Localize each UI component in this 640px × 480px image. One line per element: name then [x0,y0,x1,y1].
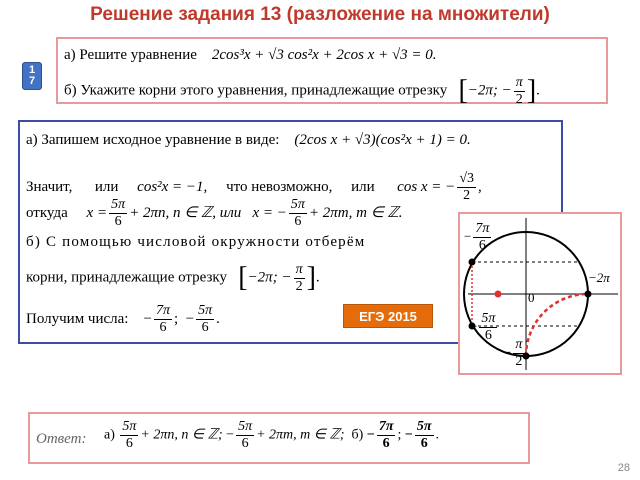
point-minus-7pi-6 [469,259,476,266]
line2-text-impossible: что невозможно, [226,178,333,195]
line6-text: Получим числа: [26,310,129,327]
frac-den: 2 [515,91,523,107]
line2-equation-2-left: cos x = − [397,178,456,195]
frac-den: 6 [294,214,302,229]
line3-x2-fraction [289,198,307,229]
answer-a-x1-right: + 2πn, n ∈ ℤ; [140,427,223,443]
label-bottom [470,312,499,343]
frac-den: 6 [478,238,486,253]
frac-num: 5π [122,419,137,434]
interval-close-bracket: ] [526,75,537,106]
line3-x1-left: x = [86,204,108,221]
frac-num: √3 [459,171,474,186]
solution-line-6: Получим числа: − $\frac{7\pi}{6}$ ; − $\frac{5\pi}{6}$ . [26,303,220,335]
frac-den: 6 [125,436,133,451]
frac-den: 6 [114,214,122,229]
task-b-interval-left: −2π; [467,82,498,99]
line5-interval-fraction [294,263,305,294]
point-minus-2pi [585,291,592,298]
frac-num: π [295,261,303,277]
answer-a-x2-right: + 2πm, m ∈ ℤ; [256,427,345,443]
label-top-fraction [473,222,491,253]
ege-2015-badge: ЕГЭ 2015 [343,304,433,328]
label-top [464,222,493,253]
frac-num: 5π [198,303,213,318]
frac-num: 5π [238,419,253,434]
task-b-label: б) Укажите корни этого уравнения, принадлежащие отрезку [64,82,448,99]
label-minus-pi-2 [504,338,526,369]
frac-num: π [515,337,523,352]
solution-line-1 [26,132,471,149]
label-axis-fraction [513,338,524,369]
answer-line: а) $\frac{5\pi}{6}$ + 2πn, n ∈ ℤ; − $\frac{5\pi}{6}$ + 2πm, m ∈ ℤ; б) − $\frac{7\pi}{6}$ ; − $\frac{5\pi}{6}$ . [104,419,440,451]
answer-panel [28,412,530,464]
solution-line-2: Значит, или cos²x = −1, что невозможно, или cos x = − $\frac{√3}{2}$ , [26,171,482,203]
solution-line-3 [26,198,402,229]
interval-open-bracket: [ [458,75,468,106]
frac-num: 5π [111,197,126,212]
frac-den: 2 [295,278,303,294]
solution-line-1-equation: (2cos x + √3)(cos²x + 1) = 0. [294,132,471,148]
line3-x2-right: + 2πm, m ∈ ℤ. [308,204,403,221]
label-zero: 0 [528,290,535,305]
frac-num: 7π [475,221,490,236]
task-a-equation: 2cos³x + √3 cos²x + 2cos x + √3 = 0. [211,47,437,63]
frac-num: 7π [155,303,170,318]
point-cos-value [495,291,502,298]
frac-den: 2 [463,188,471,203]
frac-den: 6 [201,320,209,335]
frac-num: 7π [378,419,394,434]
answer-a-prefix: а) [104,427,115,443]
task-b-interval-sign: − [501,82,512,99]
label-minus-2pi: −2π [588,270,610,285]
frac-num: 5π [416,419,432,434]
frac-num: 5π [290,197,305,212]
task-part-b: б) Укажите корни этого уравнения, принадлежащие отрезку [−2π; − $\frac{\pi}{2}$ ]. [64,74,540,107]
task-a-label: а) Решите уравнение [64,47,197,63]
interval-close-bracket: ] [306,262,316,293]
task-panel [56,37,608,107]
label-bottom-sign: − [470,318,478,334]
answer-b-fraction-1 [377,420,396,451]
line6-fraction-1 [154,304,172,335]
line2-word-znachit: Значит, [26,178,73,195]
line3-x1-fraction [109,198,127,229]
frac-num: π [515,74,523,90]
frac-den: 6 [382,436,390,451]
answer-label: Ответ: [36,431,87,447]
label-top-sign: − [464,228,472,244]
frac-den: 6 [484,328,492,343]
task-b-interval-fraction [514,76,525,107]
solution-line-5: корни, принадлежащие отрезку [−2π; − $\frac{\pi}{2}$ ]. [26,261,320,294]
line2-word-ili-2: или [351,178,375,195]
line3-x2-left: x = − [252,204,287,221]
frac-den: 6 [159,320,167,335]
solution-line-1-text: а) Запишем исходное уравнение в виде: [26,132,280,148]
task-number-badge [22,62,42,90]
interval-open-bracket: [ [238,262,248,293]
line2-word-ili: или [94,178,119,195]
circle-panel [458,212,622,375]
label-bottom-fraction [479,312,497,343]
frac-den: 6 [241,436,249,451]
badge-line-2: 7 [28,75,36,87]
frac-num: 5π [481,311,496,326]
line3-x1-right: + 2πn, n ∈ ℤ, или [129,204,242,221]
badge-line-1: 1 [28,64,36,76]
frac-den: 6 [420,436,428,451]
answer-a-fraction-1 [120,420,138,451]
slide-title: Решение задания 13 (разложение на множители) [90,4,550,25]
answer-b-fraction-2 [415,420,434,451]
line2-equation-1: cos²x = −1, [137,178,208,195]
task-part-a [64,47,437,64]
line6-fraction-2 [196,304,214,335]
solution-line-4: б) С помощью числовой окружности отберём [26,234,366,250]
label-axis-sign: − [504,344,512,360]
answer-b-prefix: б) [351,427,364,443]
line5-text: корни, принадлежащие отрезку [26,269,227,286]
line2-fraction [457,172,476,203]
frac-den: 2 [515,354,523,369]
answer-a-fraction-2 [236,420,254,451]
line3-text-otkuda: откуда [26,204,68,221]
line5-interval-left: −2π; − [247,269,292,286]
page-number: 28 [617,462,630,474]
